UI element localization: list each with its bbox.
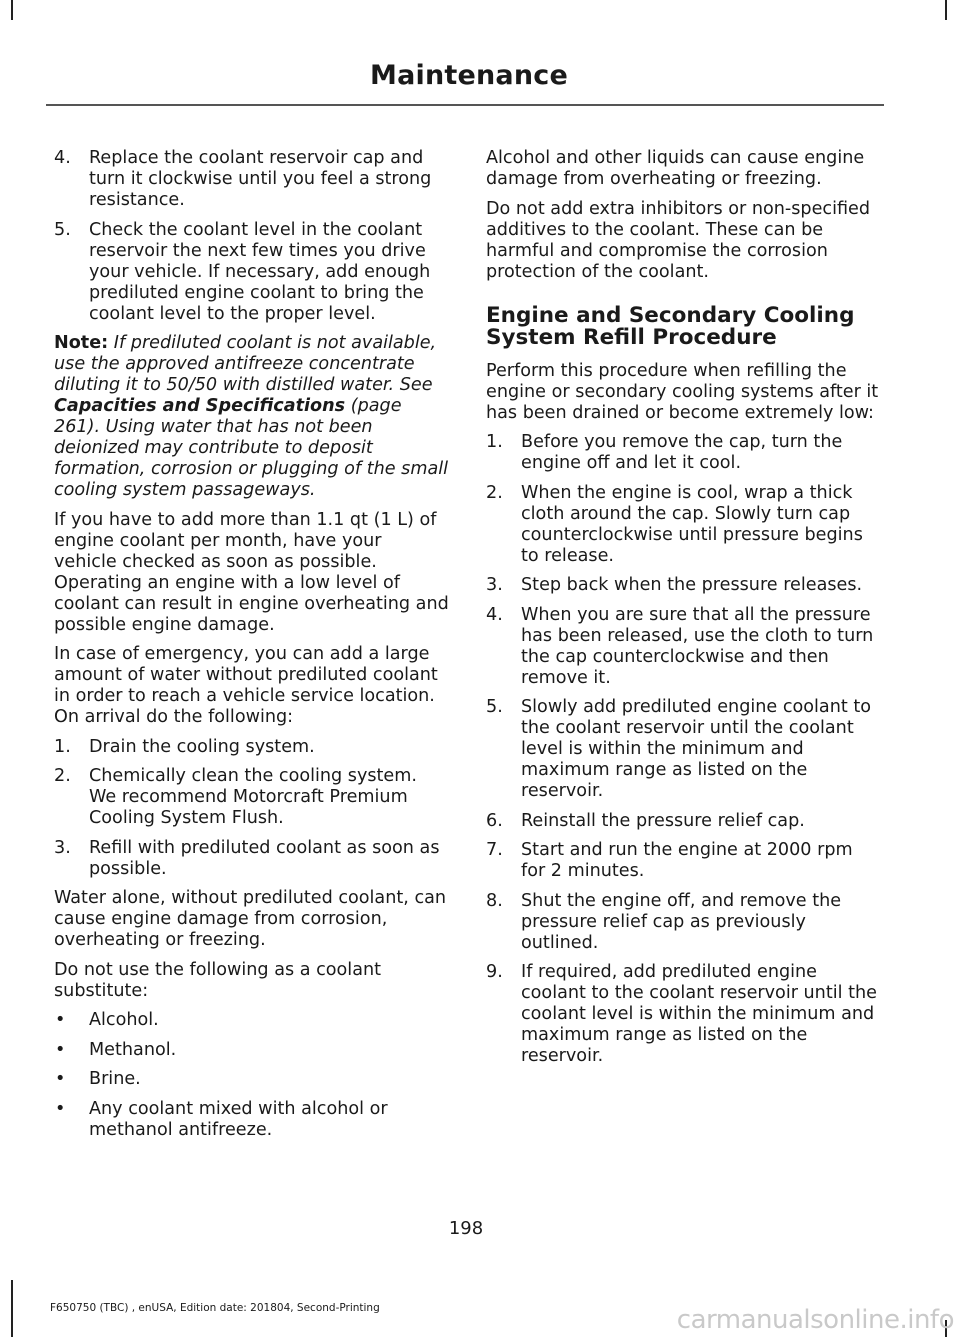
note-label: Note: (54, 333, 109, 353)
footer-edition-info: F650750 (TBC) , enUSA, Edition date: 201804, Second-Printing (50, 1302, 380, 1314)
bullet-icon: • (55, 1010, 66, 1030)
step-text: Replace the coolant reservoir cap and turn it clockwise until you feel a strong resistance. (89, 148, 432, 210)
list-item (54, 766, 449, 829)
step-number: 1. (486, 432, 503, 452)
section-heading: Engine and Secondary Cooling System Refill Procedure (486, 302, 855, 350)
step-text: Start and run the engine at 2000 rpm for 2 minutes. (521, 840, 853, 881)
bullet-icon: • (55, 1098, 66, 1119)
right-column (486, 148, 882, 1076)
step-number: 4. (54, 148, 71, 168)
list-item (486, 483, 882, 567)
step-number: 5. (54, 219, 71, 240)
list-item (486, 891, 882, 954)
bullet-text: Alcohol. (89, 1010, 159, 1030)
step-text: Before you remove the cap, turn the engine off and let it cool. (521, 432, 843, 473)
step-text: Drain the cooling system. (89, 736, 315, 757)
page-title: Maintenance (370, 60, 568, 91)
step-text: Refill with prediluted coolant as soon as possible. (89, 837, 440, 879)
bullet-icon: • (55, 1069, 66, 1089)
left-column (54, 148, 449, 1149)
continued-steps-list (54, 148, 449, 325)
list-item (54, 737, 449, 758)
bullet-text: Methanol. (89, 1039, 177, 1060)
step-text: Slowly add prediluted engine coolant to the coolant reservoir until the coolant level is within the minimum and maximum range as listed on the reservoir. (521, 697, 872, 801)
paragraph: Alcohol and other liquids can cause engine damage from overheating or freezing. (486, 148, 865, 189)
list-item (486, 432, 882, 474)
step-number: 4. (486, 604, 503, 625)
step-text: Step back when the pressure releases. (521, 575, 863, 595)
list-item (486, 605, 882, 689)
list-item (486, 575, 882, 596)
step-text: Shut the engine off, and remove the pressure relief cap as previously outlined. (521, 890, 842, 953)
step-text: If required, add prediluted engine coolant to the coolant reservoir until the coolant level is within the minimum and maximum range as listed on the reservoir. (521, 962, 877, 1066)
bullet-text: Brine. (89, 1069, 141, 1089)
substitute-bullet-list (54, 1010, 449, 1141)
bullet-icon: • (55, 1039, 66, 1060)
step-text: Chemically clean the cooling system. We recommend Motorcraft Premium Cooling System Flush. (89, 766, 417, 828)
list-item (54, 148, 449, 211)
capacities-link[interactable]: Capacities and Specifications (54, 396, 346, 416)
step-number: 2. (486, 482, 503, 503)
step-number: 7. (486, 840, 503, 860)
list-item (486, 840, 882, 882)
crop-mark-top-left (11, 0, 13, 20)
step-number: 5. (486, 697, 503, 717)
crop-mark-top-right (945, 0, 947, 20)
paragraph: Water alone, without prediluted coolant, can cause engine damage from corrosion, overheating or freezing. (54, 888, 447, 950)
list-item (54, 1099, 449, 1141)
note-text: If prediluted coolant is not available, use the approved antifreeze concentrate diluting it to 50/50 with distilled water. See (54, 333, 437, 395)
note-text-after: (page 261). Using water that has not been deionized may contribute to deposit formation, corrosion or plugging of the small cooling system passageways. (54, 396, 449, 500)
step-text: Reinstall the pressure relief cap. (521, 810, 805, 831)
watermark: carmanualsonline.info (676, 1305, 954, 1335)
step-number: 2. (54, 766, 71, 786)
list-item (54, 1069, 449, 1090)
list-item (486, 811, 882, 832)
list-item (486, 697, 882, 802)
crop-mark-bottom-left (11, 1280, 13, 1337)
refill-steps-list (486, 432, 882, 1067)
list-item (486, 962, 882, 1067)
paragraph: In case of emergency, you can add a large amount of water without prediluted coolant in order to reach a vehicle service location. On arrival do the following: (54, 644, 438, 727)
header-divider (46, 104, 884, 106)
paragraph: If you have to add more than 1.1 qt (1 L) of engine coolant per month, have your vehicle checked as soon as possible. Operating an engine with a low level of coolant can result in engine overheating and possible engine damage. (54, 509, 449, 635)
step-number: 3. (54, 837, 71, 858)
step-text: When the engine is cool, wrap a thick cloth around the cap. Slowly turn cap counterclockwise until pressure begins to release. (521, 482, 863, 566)
emergency-steps-list (54, 737, 449, 880)
paragraph: Perform this procedure when refilling the engine or secondary cooling systems after it has been drained or become extremely low: (486, 360, 879, 423)
list-item (54, 1040, 449, 1061)
step-number: 8. (486, 890, 503, 911)
note-paragraph (54, 333, 449, 501)
step-number: 1. (54, 736, 71, 757)
list-item (54, 1010, 449, 1031)
step-number: 6. (486, 810, 503, 831)
page-number: 198 (448, 1218, 484, 1239)
list-item (54, 220, 449, 325)
paragraph: Do not add extra inhibitors or non-specified additives to the coolant. These can be harmful and compromise the corrosion protection of the coolant. (486, 198, 871, 282)
step-number: 9. (486, 962, 503, 982)
step-text: Check the coolant level in the coolant reservoir the next few times you drive your vehicle. If necessary, add enough prediluted engine coolant to bring the coolant level to the proper level. (89, 219, 431, 324)
list-item (54, 838, 449, 880)
paragraph: Do not use the following as a coolant substitute: (54, 959, 382, 1001)
step-text: When you are sure that all the pressure has been released, use the cloth to turn the cap counterclockwise and then remove it. (521, 604, 874, 688)
bullet-text: Any coolant mixed with alcohol or methanol antifreeze. (89, 1098, 388, 1140)
step-number: 3. (486, 575, 503, 595)
